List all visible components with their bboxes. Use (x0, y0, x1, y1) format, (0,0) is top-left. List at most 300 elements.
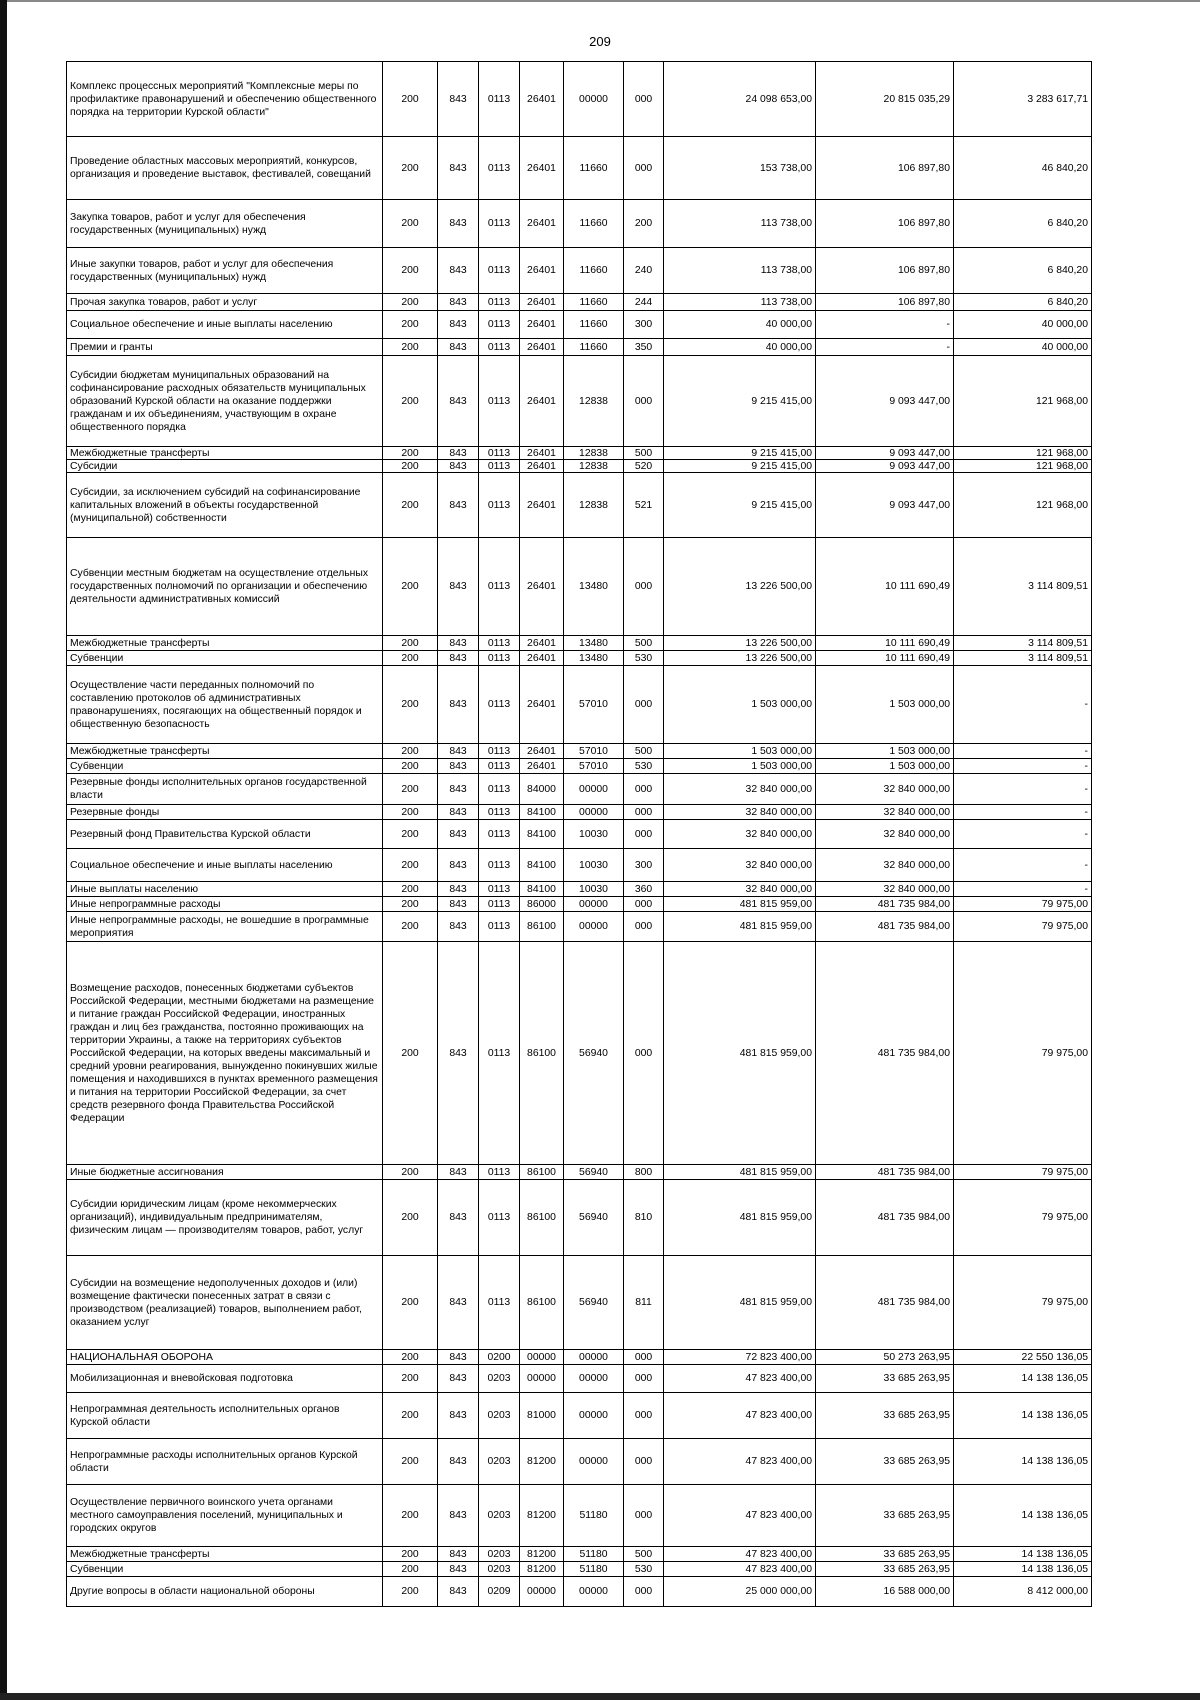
row-code-direction: 00000 (564, 1393, 624, 1439)
row-code-admin: 200 (383, 200, 438, 248)
row-name: Субвенции местным бюджетам на осуществление отдельных государственных полномочий по организации и обеспечению деятельности административных комиссий (67, 538, 383, 636)
row-code-admin: 200 (383, 538, 438, 636)
row-code-program: 26401 (520, 473, 564, 538)
row-amount-approved: 9 215 415,00 (664, 447, 816, 460)
row-amount-executed: 33 685 263,95 (816, 1439, 954, 1485)
row-amount-approved: 32 840 000,00 (664, 849, 816, 882)
row-code-expense-type: 200 (624, 200, 664, 248)
row-code-expense-type: 000 (624, 1577, 664, 1607)
row-code-program: 86100 (520, 912, 564, 942)
table-row (67, 820, 1092, 849)
row-code-admin: 200 (383, 1485, 438, 1547)
row-amount-approved: 24 098 653,00 (664, 62, 816, 137)
row-code-program: 26401 (520, 200, 564, 248)
row-code-section: 0113 (479, 759, 520, 774)
row-code-expense-type: 000 (624, 1485, 664, 1547)
row-name: Межбюджетные трансферты (67, 636, 383, 651)
row-code-ministry: 843 (438, 248, 479, 294)
row-code-program: 84100 (520, 849, 564, 882)
row-code-admin: 200 (383, 62, 438, 137)
row-code-ministry: 843 (438, 820, 479, 849)
row-code-direction: 00000 (564, 1365, 624, 1393)
row-code-direction: 56940 (564, 1180, 624, 1256)
row-code-program: 81200 (520, 1439, 564, 1485)
table-row (67, 666, 1092, 744)
row-amount-executed: 481 735 984,00 (816, 1180, 954, 1256)
row-code-admin: 200 (383, 137, 438, 200)
row-code-section: 0113 (479, 62, 520, 137)
row-code-ministry: 843 (438, 1256, 479, 1350)
row-code-program: 26401 (520, 538, 564, 636)
table-row (67, 744, 1092, 759)
row-code-expense-type: 240 (624, 248, 664, 294)
table-row (67, 912, 1092, 942)
row-code-direction: 10030 (564, 820, 624, 849)
row-code-ministry: 843 (438, 942, 479, 1165)
row-amount-remaining: 6 840,20 (954, 200, 1092, 248)
row-code-section: 0113 (479, 447, 520, 460)
row-amount-remaining: - (954, 666, 1092, 744)
row-amount-remaining: 14 138 136,05 (954, 1547, 1092, 1562)
row-code-section: 0113 (479, 294, 520, 311)
row-code-expense-type: 500 (624, 636, 664, 651)
row-code-expense-type: 810 (624, 1180, 664, 1256)
row-amount-executed: 106 897,80 (816, 294, 954, 311)
table-row (67, 1180, 1092, 1256)
row-amount-remaining: 22 550 136,05 (954, 1350, 1092, 1365)
table-row (67, 1350, 1092, 1365)
row-code-section: 0113 (479, 538, 520, 636)
row-amount-executed: 1 503 000,00 (816, 666, 954, 744)
row-amount-executed: 32 840 000,00 (816, 882, 954, 897)
row-amount-executed: 50 273 263,95 (816, 1350, 954, 1365)
row-code-direction: 00000 (564, 62, 624, 137)
row-name: Субвенции (67, 759, 383, 774)
row-amount-approved: 40 000,00 (664, 339, 816, 356)
row-code-program: 00000 (520, 1577, 564, 1607)
row-amount-executed: 33 685 263,95 (816, 1485, 954, 1547)
row-code-ministry: 843 (438, 538, 479, 636)
row-code-program: 00000 (520, 1365, 564, 1393)
row-code-ministry: 843 (438, 1180, 479, 1256)
row-code-section: 0113 (479, 248, 520, 294)
row-code-admin: 200 (383, 1350, 438, 1365)
row-amount-executed: 10 111 690,49 (816, 651, 954, 666)
row-code-section: 0113 (479, 820, 520, 849)
row-code-admin: 200 (383, 1365, 438, 1393)
row-code-ministry: 843 (438, 1562, 479, 1577)
row-name: Проведение областных массовых мероприятий, конкурсов, организация и проведение выставок, фестивалей, совещаний (67, 137, 383, 200)
row-code-expense-type: 300 (624, 849, 664, 882)
table-row (67, 538, 1092, 636)
row-amount-approved: 481 815 959,00 (664, 1165, 816, 1180)
row-name: Иные закупки товаров, работ и услуг для обеспечения государственных (муниципальных) нужд (67, 248, 383, 294)
row-code-section: 0113 (479, 912, 520, 942)
row-code-ministry: 843 (438, 636, 479, 651)
row-code-expense-type: 300 (624, 311, 664, 339)
row-code-ministry: 843 (438, 62, 479, 137)
row-code-expense-type: 000 (624, 1365, 664, 1393)
table-row (67, 759, 1092, 774)
row-code-admin: 200 (383, 294, 438, 311)
row-code-ministry: 843 (438, 849, 479, 882)
row-amount-approved: 481 815 959,00 (664, 912, 816, 942)
row-code-program: 84100 (520, 805, 564, 820)
row-amount-approved: 47 823 400,00 (664, 1393, 816, 1439)
row-amount-remaining: - (954, 849, 1092, 882)
row-code-expense-type: 521 (624, 473, 664, 538)
row-code-ministry: 843 (438, 1485, 479, 1547)
row-code-expense-type: 500 (624, 447, 664, 460)
row-code-expense-type: 000 (624, 356, 664, 447)
row-code-admin: 200 (383, 744, 438, 759)
row-code-program: 81200 (520, 1562, 564, 1577)
row-code-expense-type: 530 (624, 759, 664, 774)
row-name: Субсидии (67, 460, 383, 473)
row-amount-executed: 9 093 447,00 (816, 447, 954, 460)
row-amount-remaining: - (954, 744, 1092, 759)
row-code-direction: 12838 (564, 460, 624, 473)
row-code-program: 26401 (520, 460, 564, 473)
row-name: Прочая закупка товаров, работ и услуг (67, 294, 383, 311)
row-amount-remaining: 3 114 809,51 (954, 636, 1092, 651)
page-number: 209 (589, 34, 611, 49)
row-code-expense-type: 000 (624, 1393, 664, 1439)
row-code-admin: 200 (383, 1165, 438, 1180)
row-code-direction: 00000 (564, 912, 624, 942)
row-code-expense-type: 350 (624, 339, 664, 356)
row-amount-executed: 32 840 000,00 (816, 774, 954, 805)
row-code-program: 26401 (520, 759, 564, 774)
row-code-ministry: 843 (438, 912, 479, 942)
row-amount-remaining: 79 975,00 (954, 1165, 1092, 1180)
table-row (67, 62, 1092, 137)
row-code-direction: 51180 (564, 1547, 624, 1562)
row-code-direction: 57010 (564, 666, 624, 744)
row-amount-approved: 32 840 000,00 (664, 805, 816, 820)
row-code-program: 81200 (520, 1547, 564, 1562)
row-amount-remaining: 14 138 136,05 (954, 1562, 1092, 1577)
row-code-direction: 00000 (564, 1439, 624, 1485)
row-amount-executed: 33 685 263,95 (816, 1562, 954, 1577)
row-code-ministry: 843 (438, 137, 479, 200)
table-row (67, 651, 1092, 666)
row-name: Премии и гранты (67, 339, 383, 356)
row-code-section: 0113 (479, 356, 520, 447)
row-name: Резервный фонд Правительства Курской области (67, 820, 383, 849)
row-name: Иные выплаты населению (67, 882, 383, 897)
row-amount-executed: 106 897,80 (816, 248, 954, 294)
row-amount-remaining: 121 968,00 (954, 460, 1092, 473)
row-code-direction: 00000 (564, 897, 624, 912)
row-amount-executed: 1 503 000,00 (816, 744, 954, 759)
row-code-program: 26401 (520, 294, 564, 311)
row-amount-executed: 481 735 984,00 (816, 1256, 954, 1350)
row-amount-remaining: 79 975,00 (954, 942, 1092, 1165)
row-code-ministry: 843 (438, 1165, 479, 1180)
row-code-ministry: 843 (438, 1547, 479, 1562)
row-amount-remaining: - (954, 882, 1092, 897)
row-code-section: 0113 (479, 849, 520, 882)
row-code-ministry: 843 (438, 666, 479, 744)
row-amount-remaining: 121 968,00 (954, 473, 1092, 538)
row-code-ministry: 843 (438, 339, 479, 356)
row-amount-approved: 9 215 415,00 (664, 356, 816, 447)
row-amount-executed: 33 685 263,95 (816, 1547, 954, 1562)
row-amount-approved: 1 503 000,00 (664, 759, 816, 774)
row-name: Резервные фонды (67, 805, 383, 820)
row-code-section: 0113 (479, 1180, 520, 1256)
row-amount-remaining: - (954, 805, 1092, 820)
row-name: Закупка товаров, работ и услуг для обеспечения государственных (муниципальных) нужд (67, 200, 383, 248)
row-amount-executed: 1 503 000,00 (816, 759, 954, 774)
row-code-program: 86100 (520, 1165, 564, 1180)
table-row (67, 339, 1092, 356)
row-code-section: 0113 (479, 200, 520, 248)
row-code-program: 26401 (520, 666, 564, 744)
row-code-ministry: 843 (438, 294, 479, 311)
row-code-section: 0113 (479, 805, 520, 820)
row-amount-approved: 153 738,00 (664, 137, 816, 200)
row-amount-approved: 481 815 959,00 (664, 1180, 816, 1256)
row-code-admin: 200 (383, 1562, 438, 1577)
row-amount-approved: 113 738,00 (664, 248, 816, 294)
row-code-program: 26401 (520, 339, 564, 356)
row-code-admin: 200 (383, 1547, 438, 1562)
row-code-expense-type: 000 (624, 942, 664, 1165)
row-code-section: 0113 (479, 744, 520, 759)
budget-table (66, 61, 1092, 1607)
row-code-ministry: 843 (438, 356, 479, 447)
row-code-ministry: 843 (438, 311, 479, 339)
table-row (67, 805, 1092, 820)
row-amount-executed: 10 111 690,49 (816, 636, 954, 651)
row-code-expense-type: 530 (624, 651, 664, 666)
row-amount-approved: 72 823 400,00 (664, 1350, 816, 1365)
row-code-direction: 12838 (564, 447, 624, 460)
row-name: Субсидии, за исключением субсидий на софинансирование капитальных вложений в объекты государственной (муниципальной) собственности (67, 473, 383, 538)
row-amount-executed: 9 093 447,00 (816, 473, 954, 538)
table-row (67, 636, 1092, 651)
row-amount-executed: 481 735 984,00 (816, 1165, 954, 1180)
row-name: Другие вопросы в области национальной обороны (67, 1577, 383, 1607)
row-code-expense-type: 811 (624, 1256, 664, 1350)
row-amount-approved: 32 840 000,00 (664, 774, 816, 805)
row-amount-approved: 13 226 500,00 (664, 538, 816, 636)
row-amount-approved: 47 823 400,00 (664, 1439, 816, 1485)
row-amount-remaining: 79 975,00 (954, 1256, 1092, 1350)
row-code-expense-type: 000 (624, 820, 664, 849)
row-amount-remaining: - (954, 774, 1092, 805)
row-code-program: 86100 (520, 1256, 564, 1350)
row-code-program: 26401 (520, 137, 564, 200)
table-row (67, 897, 1092, 912)
row-amount-remaining: 79 975,00 (954, 897, 1092, 912)
row-name: Межбюджетные трансферты (67, 1547, 383, 1562)
row-code-ministry: 843 (438, 200, 479, 248)
row-amount-executed: 33 685 263,95 (816, 1365, 954, 1393)
row-amount-remaining: - (954, 820, 1092, 849)
row-code-program: 86100 (520, 942, 564, 1165)
row-code-ministry: 843 (438, 759, 479, 774)
table-row (67, 1577, 1092, 1607)
row-amount-approved: 47 823 400,00 (664, 1562, 816, 1577)
row-code-direction: 00000 (564, 805, 624, 820)
row-code-program: 84100 (520, 882, 564, 897)
table-row (67, 1562, 1092, 1577)
row-amount-approved: 113 738,00 (664, 294, 816, 311)
row-code-section: 0113 (479, 897, 520, 912)
row-code-expense-type: 000 (624, 137, 664, 200)
row-code-ministry: 843 (438, 774, 479, 805)
row-code-ministry: 843 (438, 1439, 479, 1485)
row-amount-approved: 9 215 415,00 (664, 473, 816, 538)
row-amount-remaining: 14 138 136,05 (954, 1393, 1092, 1439)
row-code-program: 81000 (520, 1393, 564, 1439)
row-amount-executed: 106 897,80 (816, 200, 954, 248)
row-name: НАЦИОНАЛЬНАЯ ОБОРОНА (67, 1350, 383, 1365)
row-name: Осуществление части переданных полномочий по составлению протоколов об административных правонарушениях, посягающих на общественный порядок и общественную безопасность (67, 666, 383, 744)
row-amount-remaining: 3 114 809,51 (954, 538, 1092, 636)
row-code-expense-type: 000 (624, 538, 664, 636)
row-name: Иные непрограммные расходы (67, 897, 383, 912)
row-amount-remaining: 3 283 617,71 (954, 62, 1092, 137)
row-code-expense-type: 000 (624, 1350, 664, 1365)
row-amount-remaining: 40 000,00 (954, 311, 1092, 339)
row-code-admin: 200 (383, 1439, 438, 1485)
row-code-expense-type: 500 (624, 744, 664, 759)
row-amount-executed: 10 111 690,49 (816, 538, 954, 636)
row-amount-executed: 20 815 035,29 (816, 62, 954, 137)
row-amount-executed: - (816, 311, 954, 339)
row-code-direction: 51180 (564, 1562, 624, 1577)
table-row (67, 849, 1092, 882)
row-amount-executed: 32 840 000,00 (816, 805, 954, 820)
row-code-section: 0113 (479, 339, 520, 356)
row-code-section: 0203 (479, 1547, 520, 1562)
row-code-program: 26401 (520, 744, 564, 759)
table-row (67, 882, 1092, 897)
row-amount-approved: 47 823 400,00 (664, 1547, 816, 1562)
row-code-expense-type: 000 (624, 774, 664, 805)
row-code-section: 0203 (479, 1439, 520, 1485)
row-name: Субсидии бюджетам муниципальных образований на софинансирование расходных обязательств муниципальных образований Курской области на оказание поддержки гражданам и их объединениям, участвующим в охране общественного порядка (67, 356, 383, 447)
row-code-direction: 13480 (564, 538, 624, 636)
row-name: Мобилизационная и вневойсковая подготовка (67, 1365, 383, 1393)
row-amount-executed: 33 685 263,95 (816, 1393, 954, 1439)
row-amount-approved: 47 823 400,00 (664, 1485, 816, 1547)
row-amount-approved: 1 503 000,00 (664, 666, 816, 744)
row-code-expense-type: 000 (624, 805, 664, 820)
row-amount-remaining: 6 840,20 (954, 294, 1092, 311)
row-code-direction: 11660 (564, 339, 624, 356)
page-left-edge (0, 0, 7, 1700)
row-code-direction: 56940 (564, 1256, 624, 1350)
row-code-section: 0203 (479, 1393, 520, 1439)
row-amount-remaining: 121 968,00 (954, 356, 1092, 447)
row-code-admin: 200 (383, 651, 438, 666)
row-name: Социальное обеспечение и иные выплаты населению (67, 311, 383, 339)
row-code-direction: 12838 (564, 473, 624, 538)
table-row (67, 356, 1092, 447)
row-code-section: 0203 (479, 1485, 520, 1547)
row-code-admin: 200 (383, 311, 438, 339)
row-code-direction: 11660 (564, 294, 624, 311)
table-row (67, 1439, 1092, 1485)
table-row (67, 311, 1092, 339)
row-code-direction: 10030 (564, 882, 624, 897)
row-code-expense-type: 244 (624, 294, 664, 311)
table-body (67, 62, 1092, 1607)
row-code-admin: 200 (383, 805, 438, 820)
row-amount-remaining: 79 975,00 (954, 912, 1092, 942)
table-row (67, 1165, 1092, 1180)
row-code-program: 26401 (520, 356, 564, 447)
row-code-section: 0113 (479, 651, 520, 666)
row-code-admin: 200 (383, 1256, 438, 1350)
row-code-program: 81200 (520, 1485, 564, 1547)
row-code-expense-type: 000 (624, 62, 664, 137)
row-name: Непрограммные расходы исполнительных органов Курской области (67, 1439, 383, 1485)
table-row (67, 294, 1092, 311)
row-code-direction: 10030 (564, 849, 624, 882)
row-amount-approved: 47 823 400,00 (664, 1365, 816, 1393)
row-code-section: 0200 (479, 1350, 520, 1365)
row-name: Межбюджетные трансферты (67, 744, 383, 759)
table-row (67, 137, 1092, 200)
row-code-direction: 13480 (564, 651, 624, 666)
row-amount-executed: 481 735 984,00 (816, 912, 954, 942)
row-code-ministry: 843 (438, 651, 479, 666)
row-code-direction: 00000 (564, 1577, 624, 1607)
row-amount-executed: 481 735 984,00 (816, 942, 954, 1165)
row-amount-remaining: 14 138 136,05 (954, 1439, 1092, 1485)
row-amount-executed: 106 897,80 (816, 137, 954, 200)
row-code-direction: 11660 (564, 248, 624, 294)
row-amount-approved: 13 226 500,00 (664, 651, 816, 666)
row-code-section: 0113 (479, 460, 520, 473)
table-row (67, 1547, 1092, 1562)
table-row (67, 248, 1092, 294)
row-code-program: 26401 (520, 447, 564, 460)
row-code-section: 0203 (479, 1365, 520, 1393)
row-amount-remaining: 3 114 809,51 (954, 651, 1092, 666)
row-amount-executed: 32 840 000,00 (816, 849, 954, 882)
row-code-direction: 56940 (564, 942, 624, 1165)
row-code-program: 26401 (520, 62, 564, 137)
table-row (67, 473, 1092, 538)
row-name: Комплекс процессных мероприятий "Комплексные меры по профилактике правонарушений и обеспечению общественного порядка на территории Курской области" (67, 62, 383, 137)
row-name: Социальное обеспечение и иные выплаты населению (67, 849, 383, 882)
row-amount-approved: 40 000,00 (664, 311, 816, 339)
row-code-admin: 200 (383, 897, 438, 912)
row-name: Резервные фонды исполнительных органов государственной власти (67, 774, 383, 805)
row-name: Субсидии юридическим лицам (кроме некоммерческих организаций), индивидуальным предпринимателям, физическим лицам — производителям товаров, работ, услуг (67, 1180, 383, 1256)
row-code-expense-type: 000 (624, 666, 664, 744)
table-row (67, 460, 1092, 473)
row-code-admin: 200 (383, 820, 438, 849)
row-code-ministry: 843 (438, 882, 479, 897)
row-amount-remaining: 14 138 136,05 (954, 1365, 1092, 1393)
row-code-section: 0113 (479, 473, 520, 538)
row-code-expense-type: 000 (624, 912, 664, 942)
row-code-program: 26401 (520, 651, 564, 666)
table-row (67, 942, 1092, 1165)
row-code-admin: 200 (383, 447, 438, 460)
row-code-ministry: 843 (438, 460, 479, 473)
row-code-ministry: 843 (438, 1393, 479, 1439)
row-code-section: 0113 (479, 1256, 520, 1350)
